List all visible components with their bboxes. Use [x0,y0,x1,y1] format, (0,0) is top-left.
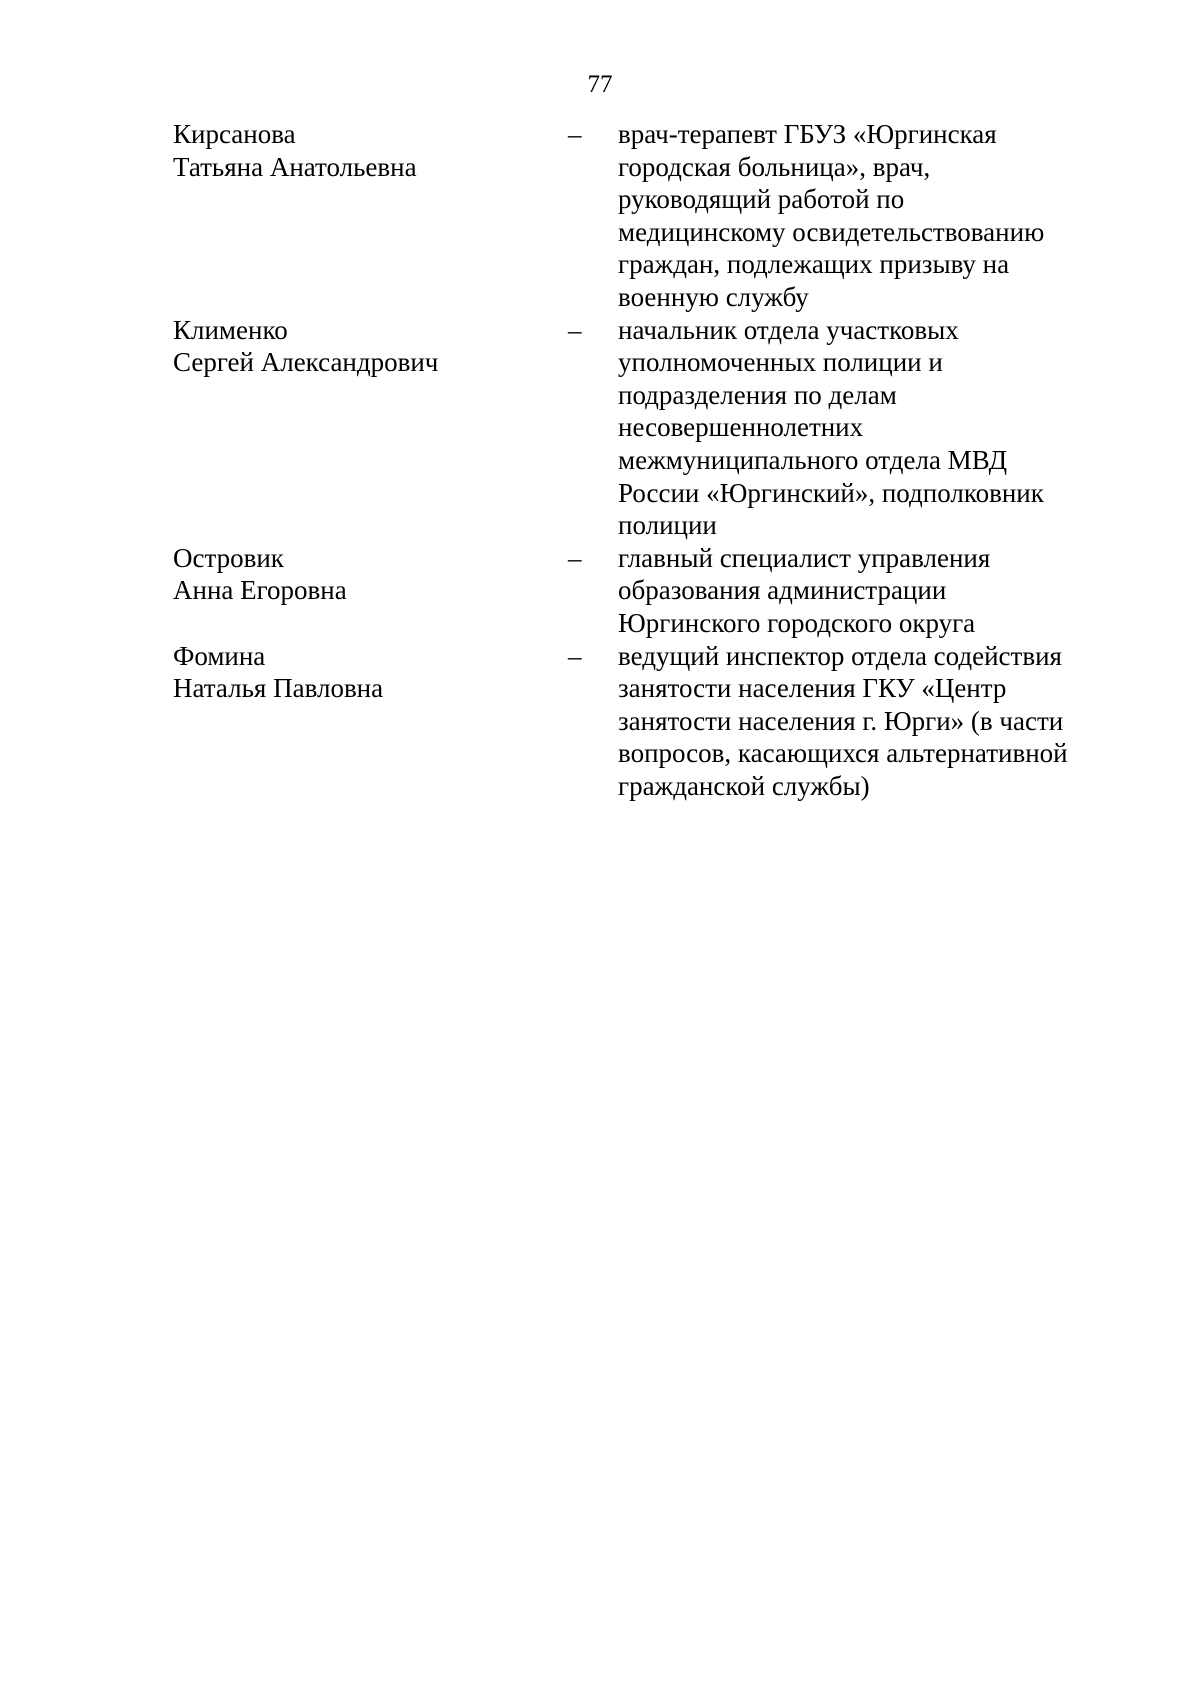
member-position [618,640,1113,803]
member-given-names: Анна Егоровна [173,575,347,606]
position-line: гражданской службы) [618,770,870,801]
member-entry-fomina [173,640,1113,803]
position-line: ведущий инспектор отдела содействия [618,640,1062,671]
position-line: граждан, подлежащих призыву на [618,249,1010,280]
position-line: руководящий работой по [618,184,905,215]
member-entry-klimenko [173,314,1113,542]
member-entry-ostrovik [173,542,1113,640]
position-line: главный специалист управления [618,542,991,573]
position-line: уполномоченных полиции и [618,347,943,378]
member-given-names: Сергей Александрович [173,347,439,378]
member-name [173,118,568,314]
member-name [173,640,568,803]
member-entry-kirsanova [173,118,1113,314]
position-line: подразделения по делам [618,379,897,410]
member-position [618,314,1113,542]
position-line: занятости населения г. Юрги» (в части [618,705,1064,736]
member-given-names: Татьяна Анатольевна [173,151,417,182]
position-line: образования администрации [618,575,947,606]
member-list [173,118,1113,802]
member-name [173,314,568,542]
dash-separator: – [568,314,582,345]
position-line: врач-терапевт ГБУЗ «Юргинская [618,119,997,149]
dash-separator: – [568,119,582,149]
member-position [618,542,1113,640]
position-line: межмуниципального отдела МВД [618,444,1008,475]
member-surname: Кирсанова [173,119,296,149]
position-line: России «Юргинский», подполковник [618,477,1044,508]
position-line: вопросов, касающихся альтернативной [618,738,1068,769]
member-surname: Клименко [173,314,288,345]
position-line: военную службу [618,281,809,312]
member-surname: Островик [173,542,284,573]
dash-separator: – [568,640,582,671]
position-line: несовершеннолетних [618,412,864,443]
member-name [173,542,568,640]
dash-separator: – [568,542,582,573]
page-number: 77 [587,71,613,98]
position-line: медицинскому освидетельствованию [618,216,1045,247]
member-surname: Фомина [173,640,266,671]
position-line: начальник отдела участковых [618,314,959,345]
position-line: полиции [618,510,717,541]
member-position [618,118,1113,314]
position-line: городская больница», врач, [618,151,931,182]
member-given-names: Наталья Павловна [173,673,384,704]
position-line: Юргинского городского округа [618,607,976,638]
position-line: занятости населения ГКУ «Центр [618,673,1007,704]
